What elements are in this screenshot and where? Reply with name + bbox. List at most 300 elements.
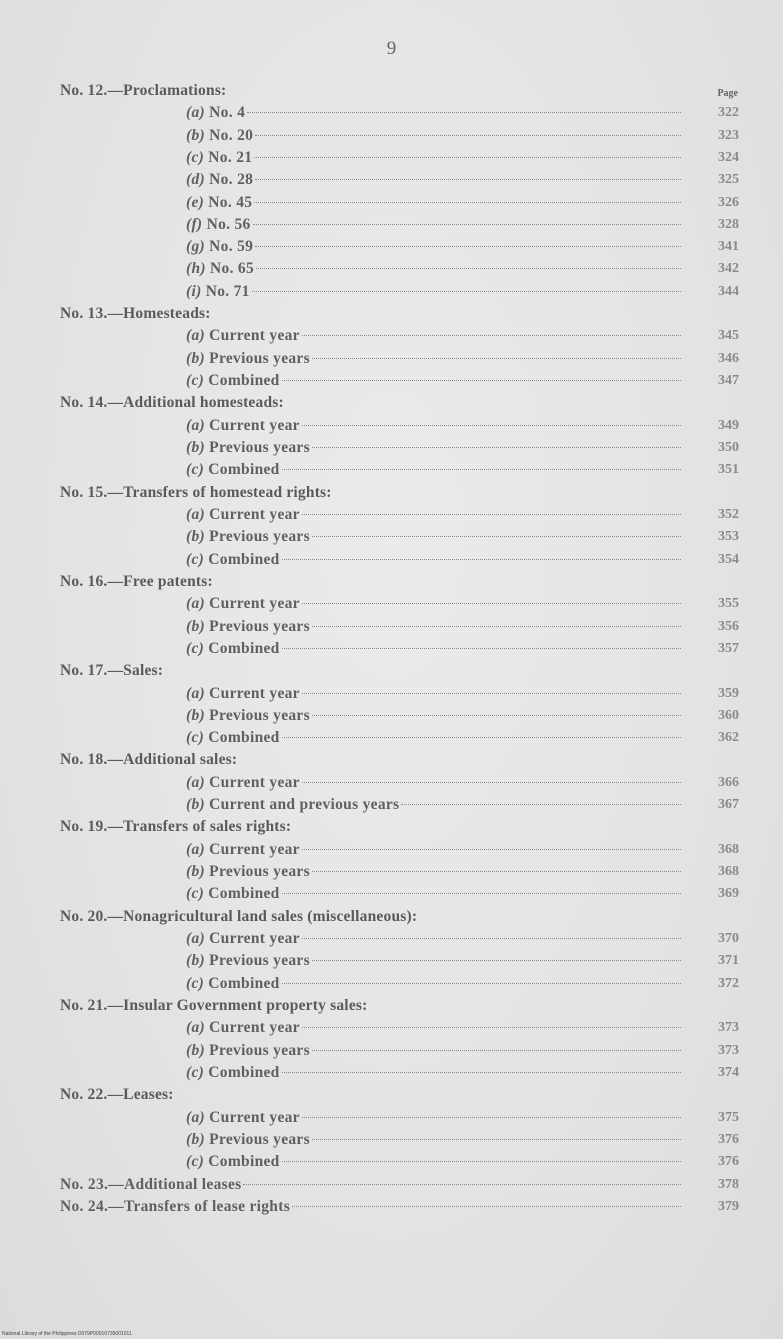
toc-entry-row bbox=[0, 1017, 783, 1039]
entry-label bbox=[186, 125, 253, 147]
toc-entry bbox=[186, 325, 681, 347]
toc-entry bbox=[186, 683, 681, 705]
page-ref: 323 bbox=[718, 127, 739, 143]
page-ref: 356 bbox=[718, 618, 739, 634]
section-header-text: No. 17.—Sales: bbox=[60, 662, 164, 680]
page-ref: 347 bbox=[718, 373, 739, 389]
page-ref: 345 bbox=[718, 328, 739, 344]
toc-entry-row bbox=[0, 1062, 783, 1084]
section-header-text: No. 15.—Transfers of homestead rights: bbox=[60, 483, 332, 501]
toc-entry-row bbox=[0, 1040, 783, 1062]
toc-entry-row bbox=[0, 258, 783, 280]
page-ref: 325 bbox=[718, 172, 739, 188]
entry-text: No. 65 bbox=[210, 260, 255, 278]
entry-text: Previous years bbox=[209, 528, 310, 546]
entry-mark: (b) bbox=[186, 1041, 205, 1059]
entry-mark: (a) bbox=[186, 840, 205, 858]
entry-text: Current year bbox=[209, 773, 300, 791]
entry-label bbox=[186, 705, 310, 727]
page-column-label: Page bbox=[717, 88, 738, 99]
page-ref: 351 bbox=[718, 462, 739, 478]
page-ref: 367 bbox=[718, 797, 739, 813]
entry-mark: (b) bbox=[186, 796, 205, 814]
dot-leader bbox=[302, 848, 681, 850]
section-header-text: No. 19.—Transfers of sales rights: bbox=[60, 818, 292, 836]
dot-leader bbox=[302, 602, 681, 604]
dot-leader bbox=[302, 424, 681, 426]
entry-label bbox=[186, 883, 280, 905]
entry-mark: (c) bbox=[186, 461, 205, 479]
section-header-row bbox=[0, 303, 783, 325]
section-header-text: No. 14.—Additional homesteads: bbox=[60, 394, 284, 412]
toc-entry bbox=[186, 169, 681, 191]
toc-entry-row bbox=[0, 549, 783, 571]
page-ref: 357 bbox=[718, 640, 739, 656]
toc-entry-row bbox=[0, 437, 783, 459]
page-ref: 378 bbox=[718, 1176, 739, 1192]
toc-entry bbox=[186, 437, 681, 459]
entry-text: Combined bbox=[208, 1064, 280, 1081]
entry-label bbox=[186, 839, 300, 861]
entry-text: Current year bbox=[209, 327, 300, 345]
entry-label bbox=[186, 549, 280, 571]
entry-label bbox=[186, 437, 310, 459]
dot-leader bbox=[282, 892, 681, 894]
dot-leader bbox=[312, 959, 681, 961]
footer-credit: National Library of the Philippines D079P00010735001011 bbox=[2, 1331, 132, 1337]
entry-mark: (c) bbox=[186, 639, 205, 657]
dot-leader bbox=[302, 692, 681, 694]
entry-label bbox=[186, 1107, 300, 1129]
entry-label bbox=[186, 1151, 280, 1173]
entry-text: Previous years bbox=[209, 617, 310, 635]
page-ref: 373 bbox=[718, 1042, 739, 1058]
toc-entry-row bbox=[0, 839, 783, 861]
toc-entry-row bbox=[0, 459, 783, 481]
entry-mark: (c) bbox=[186, 1153, 205, 1171]
toc-entry bbox=[186, 705, 681, 727]
section-header-row bbox=[0, 482, 783, 504]
page-ref: 379 bbox=[718, 1198, 739, 1214]
entry-mark: (a) bbox=[186, 104, 205, 122]
page-ref: 373 bbox=[718, 1020, 739, 1036]
entry-mark: (a) bbox=[186, 327, 205, 345]
dot-leader bbox=[312, 870, 681, 872]
entry-mark: (b) bbox=[186, 126, 205, 144]
entry-label bbox=[186, 348, 310, 370]
dot-leader bbox=[312, 1138, 681, 1140]
entry-mark: (a) bbox=[186, 1019, 205, 1037]
toc-entry-row bbox=[0, 705, 783, 727]
dot-leader bbox=[292, 1205, 681, 1207]
entry-mark: (c) bbox=[186, 885, 205, 903]
toc-entry-row bbox=[0, 727, 783, 749]
toc-entry-row bbox=[0, 102, 783, 124]
page-ref: 368 bbox=[718, 864, 739, 880]
entry-text: Previous years bbox=[209, 952, 310, 970]
toc-entry bbox=[186, 370, 681, 392]
toc-entry-row bbox=[0, 616, 783, 638]
page-ref: 376 bbox=[718, 1154, 739, 1170]
dot-leader bbox=[312, 625, 681, 627]
toc-entry bbox=[186, 1017, 681, 1039]
entry-text: Current year bbox=[209, 1019, 300, 1037]
section-header-row bbox=[0, 660, 783, 682]
dot-leader bbox=[312, 535, 681, 537]
entry-text: Current year bbox=[209, 1108, 300, 1126]
dot-leader bbox=[253, 223, 681, 225]
section-header-row bbox=[0, 80, 783, 102]
dot-leader bbox=[255, 245, 681, 247]
entry-mark: (a) bbox=[186, 1108, 205, 1126]
toc-entry bbox=[186, 281, 681, 303]
page-ref: 374 bbox=[718, 1065, 739, 1080]
toc-entry-row bbox=[0, 415, 783, 437]
dot-leader bbox=[254, 156, 681, 158]
section-header-row bbox=[0, 1196, 783, 1218]
dot-leader bbox=[282, 982, 681, 984]
entry-label bbox=[186, 861, 310, 883]
dot-leader bbox=[312, 714, 681, 716]
entry-label bbox=[186, 638, 280, 660]
page-ref: 324 bbox=[718, 149, 739, 165]
section-header-row bbox=[0, 906, 783, 928]
entry-label bbox=[186, 772, 300, 794]
entry-mark: (c) bbox=[186, 550, 205, 568]
entry-label bbox=[186, 973, 280, 995]
entry-mark: (a) bbox=[186, 416, 205, 434]
entry-text: Combined bbox=[208, 1153, 280, 1171]
dot-leader bbox=[302, 781, 681, 783]
toc-entry bbox=[186, 1062, 681, 1084]
entry-label bbox=[186, 102, 245, 124]
entry-mark: (d) bbox=[186, 171, 205, 189]
section-header-row bbox=[0, 1174, 783, 1196]
entry-label bbox=[186, 616, 310, 638]
entry-text: Combined bbox=[208, 372, 280, 390]
entry-mark: (a) bbox=[186, 773, 205, 791]
section-header-row bbox=[0, 392, 783, 414]
section-entry bbox=[60, 1174, 681, 1196]
section-header-row bbox=[0, 749, 783, 771]
entry-text: Current year bbox=[209, 506, 300, 524]
toc-entry bbox=[186, 504, 681, 526]
toc-entry bbox=[186, 616, 681, 638]
page-ref: 369 bbox=[718, 886, 739, 902]
entry-mark: (b) bbox=[186, 617, 205, 635]
toc-entry bbox=[186, 1107, 681, 1129]
toc-entry bbox=[186, 102, 681, 124]
toc-entry-row bbox=[0, 950, 783, 972]
entry-text: No. 45 bbox=[208, 193, 253, 211]
entry-text: No. 28 bbox=[209, 171, 254, 189]
page-ref: 341 bbox=[718, 239, 739, 255]
section-entry bbox=[60, 1196, 681, 1218]
entry-mark: (c) bbox=[186, 148, 205, 166]
entry-label bbox=[186, 727, 280, 749]
entry-label bbox=[186, 683, 300, 705]
entry-text: No. 71 bbox=[205, 282, 250, 300]
toc-entry bbox=[186, 459, 681, 481]
dot-leader bbox=[252, 290, 681, 292]
toc-entry bbox=[186, 883, 681, 905]
entry-mark: (b) bbox=[186, 952, 205, 970]
toc-entry-row bbox=[0, 504, 783, 526]
toc-entry bbox=[186, 727, 681, 749]
section-header-row bbox=[0, 816, 783, 838]
toc-entry-row bbox=[0, 348, 783, 370]
table-of-contents bbox=[0, 80, 783, 1218]
entry-text: Combined bbox=[208, 639, 280, 657]
toc-entry-row bbox=[0, 125, 783, 147]
entry-label bbox=[186, 928, 300, 950]
section-header-text: No. 22.—Leases: bbox=[60, 1086, 174, 1104]
entry-label bbox=[186, 1062, 280, 1084]
dot-leader bbox=[302, 937, 681, 939]
dot-leader bbox=[282, 736, 681, 738]
toc-entry-row bbox=[0, 593, 783, 615]
toc-entry-row bbox=[0, 1151, 783, 1173]
toc-entry bbox=[186, 526, 681, 548]
page-ref: 346 bbox=[718, 350, 739, 366]
page-ref: 362 bbox=[718, 730, 739, 746]
section-header-text: No. 12.—Proclamations: bbox=[60, 82, 227, 99]
section-header-text: No. 16.—Free patents: bbox=[60, 572, 213, 590]
entry-label bbox=[186, 459, 280, 481]
entry-mark: (c) bbox=[186, 1064, 205, 1081]
toc-entry-row bbox=[0, 281, 783, 303]
dot-leader bbox=[282, 647, 681, 649]
entry-label bbox=[186, 370, 280, 392]
entry-text: No. 20 bbox=[209, 126, 254, 144]
entry-label bbox=[186, 214, 251, 236]
entry-mark: (b) bbox=[186, 439, 205, 457]
entry-mark: (g) bbox=[186, 238, 205, 256]
entry-text: Previous years bbox=[209, 706, 310, 724]
entry-text: Current year bbox=[209, 684, 300, 702]
entry-mark: (a) bbox=[186, 506, 205, 524]
dot-leader bbox=[302, 1116, 681, 1118]
section-header-text: No. 23.—Additional leases bbox=[60, 1175, 242, 1193]
dot-leader bbox=[282, 558, 681, 560]
page-ref: 375 bbox=[718, 1109, 739, 1125]
toc-entry bbox=[186, 638, 681, 660]
section-header-row bbox=[0, 1084, 783, 1106]
entry-mark: (b) bbox=[186, 1130, 205, 1148]
dot-leader bbox=[256, 267, 681, 269]
toc-entry bbox=[186, 950, 681, 972]
entry-text: Combined bbox=[208, 974, 280, 992]
toc-entry bbox=[186, 1129, 681, 1151]
entry-label bbox=[186, 169, 253, 191]
page-ref: 342 bbox=[718, 261, 739, 277]
section-header-row bbox=[0, 571, 783, 593]
page-ref: 322 bbox=[718, 105, 739, 121]
dot-leader bbox=[302, 1026, 681, 1028]
entry-text: No. 21 bbox=[208, 148, 253, 166]
toc-entry-row bbox=[0, 370, 783, 392]
dot-leader bbox=[302, 334, 681, 336]
page-ref: 359 bbox=[718, 685, 739, 701]
toc-entry bbox=[186, 258, 681, 280]
page-ref: 354 bbox=[718, 551, 739, 567]
entry-label bbox=[186, 236, 253, 258]
toc-entry-row bbox=[0, 861, 783, 883]
entry-text: Combined bbox=[208, 461, 280, 479]
entry-mark: (a) bbox=[186, 595, 205, 613]
dot-leader bbox=[312, 357, 681, 359]
entry-text: No. 59 bbox=[209, 238, 254, 256]
toc-entry-row bbox=[0, 526, 783, 548]
section-header-text: No. 24.—Transfers of lease rights bbox=[60, 1197, 291, 1215]
dot-leader bbox=[255, 178, 681, 180]
toc-entry-row bbox=[0, 147, 783, 169]
entry-text: Combined bbox=[208, 729, 280, 747]
entry-text: Previous years bbox=[209, 439, 310, 457]
entry-mark: (h) bbox=[186, 260, 206, 278]
entry-label bbox=[186, 281, 250, 303]
page-ref: 370 bbox=[718, 931, 739, 947]
entry-mark: (c) bbox=[186, 372, 205, 390]
toc-entry-row bbox=[0, 192, 783, 214]
entry-text: Previous years bbox=[209, 1041, 310, 1059]
entry-label bbox=[186, 526, 310, 548]
entry-mark: (a) bbox=[186, 684, 205, 702]
dot-leader bbox=[282, 1071, 681, 1073]
toc-entry bbox=[186, 794, 681, 816]
toc-entry bbox=[186, 348, 681, 370]
entry-mark: (e) bbox=[186, 193, 205, 211]
toc-entry bbox=[186, 928, 681, 950]
entry-label bbox=[186, 147, 252, 169]
toc-entry bbox=[186, 236, 681, 258]
page-ref: 371 bbox=[718, 953, 739, 969]
entry-label bbox=[186, 1129, 310, 1151]
dot-leader bbox=[282, 468, 681, 470]
entry-text: Previous years bbox=[209, 863, 310, 881]
entry-label bbox=[186, 1017, 300, 1039]
entry-mark: (b) bbox=[186, 349, 205, 367]
entry-text: No. 4 bbox=[209, 104, 246, 122]
dot-leader bbox=[312, 446, 681, 448]
dot-leader bbox=[282, 1160, 681, 1162]
entry-text: Combined bbox=[208, 550, 280, 568]
entry-mark: (b) bbox=[186, 706, 205, 724]
entry-label bbox=[186, 504, 300, 526]
page-ref: 326 bbox=[718, 194, 739, 210]
section-header-text: No. 21.—Insular Government property sales: bbox=[60, 997, 368, 1015]
section-header-row bbox=[0, 995, 783, 1017]
toc-entry-row bbox=[0, 325, 783, 347]
toc-entry bbox=[186, 214, 681, 236]
dot-leader bbox=[401, 803, 681, 805]
page-ref: 349 bbox=[718, 417, 739, 433]
entry-label bbox=[186, 593, 300, 615]
toc-entry-row bbox=[0, 169, 783, 191]
toc-entry-row bbox=[0, 214, 783, 236]
dot-leader bbox=[312, 1049, 681, 1051]
entry-label bbox=[186, 258, 254, 280]
entry-text: Current year bbox=[209, 840, 300, 858]
toc-entry-row bbox=[0, 683, 783, 705]
toc-entry bbox=[186, 549, 681, 571]
page-ref: 366 bbox=[718, 774, 739, 790]
dot-leader bbox=[302, 513, 681, 515]
page-ref: 355 bbox=[718, 596, 739, 612]
page-ref: 372 bbox=[718, 975, 739, 991]
entry-label bbox=[186, 1040, 310, 1062]
entry-text: Current year bbox=[209, 595, 300, 613]
toc-entry-row bbox=[0, 883, 783, 905]
page-ref: 353 bbox=[718, 529, 739, 545]
toc-entry bbox=[186, 593, 681, 615]
entry-mark: (c) bbox=[186, 729, 205, 747]
page-ref: 350 bbox=[718, 440, 739, 456]
page-ref: 376 bbox=[718, 1131, 739, 1147]
entry-mark: (c) bbox=[186, 974, 205, 992]
section-header-text: No. 18.—Additional sales: bbox=[60, 751, 238, 769]
entry-text: Previous years bbox=[209, 1130, 310, 1148]
entry-label bbox=[186, 794, 399, 816]
entry-text: No. 56 bbox=[206, 215, 251, 233]
entry-text: Current and previous years bbox=[209, 796, 400, 814]
page-ref: 344 bbox=[718, 283, 739, 299]
toc-entry bbox=[186, 772, 681, 794]
page-number: 9 bbox=[386, 38, 397, 59]
page-ref: 352 bbox=[718, 507, 739, 523]
toc-entry bbox=[186, 973, 681, 995]
toc-entry-row bbox=[0, 928, 783, 950]
entry-text: Current year bbox=[209, 930, 300, 948]
toc-entry-row bbox=[0, 772, 783, 794]
entry-label bbox=[186, 415, 300, 437]
dot-leader bbox=[243, 1183, 681, 1185]
dot-leader bbox=[255, 134, 681, 136]
toc-entry bbox=[186, 125, 681, 147]
toc-entry-row bbox=[0, 1129, 783, 1151]
entry-mark: (f) bbox=[186, 215, 203, 233]
toc-entry-row bbox=[0, 1107, 783, 1129]
toc-entry-row bbox=[0, 973, 783, 995]
entry-label bbox=[186, 950, 310, 972]
page-ref: 328 bbox=[718, 216, 739, 232]
entry-text: Combined bbox=[208, 885, 280, 903]
toc-entry bbox=[186, 147, 681, 169]
toc-entry-row bbox=[0, 794, 783, 816]
section-header-text: No. 20.—Nonagricultural land sales (miscellaneous): bbox=[60, 907, 418, 925]
entry-mark: (a) bbox=[186, 930, 205, 948]
dot-leader bbox=[247, 111, 681, 113]
entry-mark: (b) bbox=[186, 528, 205, 546]
page-ref: 368 bbox=[718, 841, 739, 857]
page-ref: 360 bbox=[718, 707, 739, 723]
toc-entry bbox=[186, 839, 681, 861]
toc-entry bbox=[186, 861, 681, 883]
entry-mark: (i) bbox=[186, 282, 202, 300]
toc-entry bbox=[186, 1151, 681, 1173]
toc-entry bbox=[186, 415, 681, 437]
entry-label bbox=[186, 325, 300, 347]
section-header-text: No. 13.—Homesteads: bbox=[60, 305, 211, 323]
toc-entry bbox=[186, 1040, 681, 1062]
toc-entry-row bbox=[0, 638, 783, 660]
entry-text: Previous years bbox=[209, 349, 310, 367]
entry-mark: (b) bbox=[186, 863, 205, 881]
toc-entry-row bbox=[0, 236, 783, 258]
entry-label bbox=[186, 192, 252, 214]
dot-leader bbox=[254, 201, 681, 203]
toc-entry bbox=[186, 192, 681, 214]
